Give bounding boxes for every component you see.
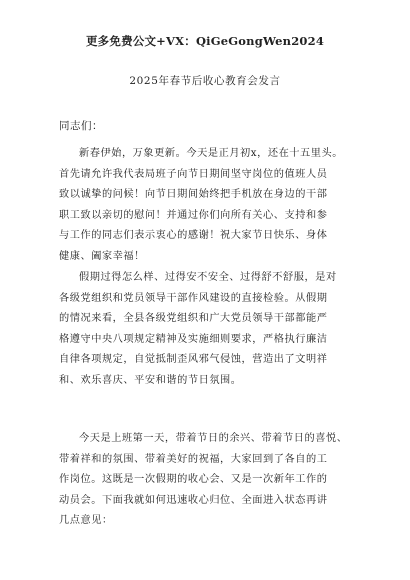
paragraph-line: 职工致以亲切的慰问！并通过你们向所有关心、支持和参 <box>59 209 328 221</box>
paragraph-line: 今天是上班第一天，带着节日的余兴、带着节日的喜悦、 <box>79 433 348 444</box>
paragraph-line: 动员会。下面我就如何迅速收心归位、全面进入状态再讲 <box>59 494 328 506</box>
paragraph-line: 格遵守中央八项规定精神及实施细则要求，严格执行廉洁 <box>59 333 328 345</box>
paragraph-greeting <box>59 144 355 267</box>
paragraph-line: 致以诚挚的问候！向节日期间始终把手机放在身边的干部 <box>59 189 328 200</box>
paragraph-line: 作岗位。这既是一次假期的收心会、又是一次新年工作的 <box>59 474 328 485</box>
document-title: 2025年春节后收心教育会发言 <box>129 75 281 87</box>
paragraph-line: 与工作的同志们表示衷心的感谢！祝大家节日快乐、身体 <box>59 230 328 241</box>
paragraph-line: 假期过得怎么样、过得安不安全、过得舒不舒服，是对 <box>79 272 337 283</box>
paragraph-line: 首先请允许我代表局班子向节日期间坚守岗位的值班人员 <box>59 168 328 180</box>
paragraph-line: 的情况来看，全县各级党组织和广大党员领导干部都能严 <box>59 313 328 324</box>
paragraph-line: 带着祥和的氛围、带着美好的祝福，大家回到了各自的工 <box>59 453 328 465</box>
paragraph-line: 几点意见： <box>59 515 113 526</box>
promo-header: 更多免费公文+VX：QiGeGongWen2024 <box>85 34 325 48</box>
paragraph-line: 各级党组织和党员领导干部作风建设的直接检验。从假期 <box>59 292 328 304</box>
salutation: 同志们： <box>59 120 103 132</box>
paragraph-holiday-review <box>59 268 355 391</box>
paragraph-line: 健康、阖家幸福！ <box>59 250 145 262</box>
paragraph-line: 自律各项规定，自觉抵制歪风邪气侵蚀，营造出了文明祥 <box>59 354 328 365</box>
paragraph-line: 新春伊始，万象更新。今天是正月初x，还在十五里头。 <box>79 148 343 159</box>
paragraph-line: 和、欢乐喜庆、平安和谐的节日氛围。 <box>59 374 242 386</box>
paragraph-first-workday <box>59 429 355 532</box>
